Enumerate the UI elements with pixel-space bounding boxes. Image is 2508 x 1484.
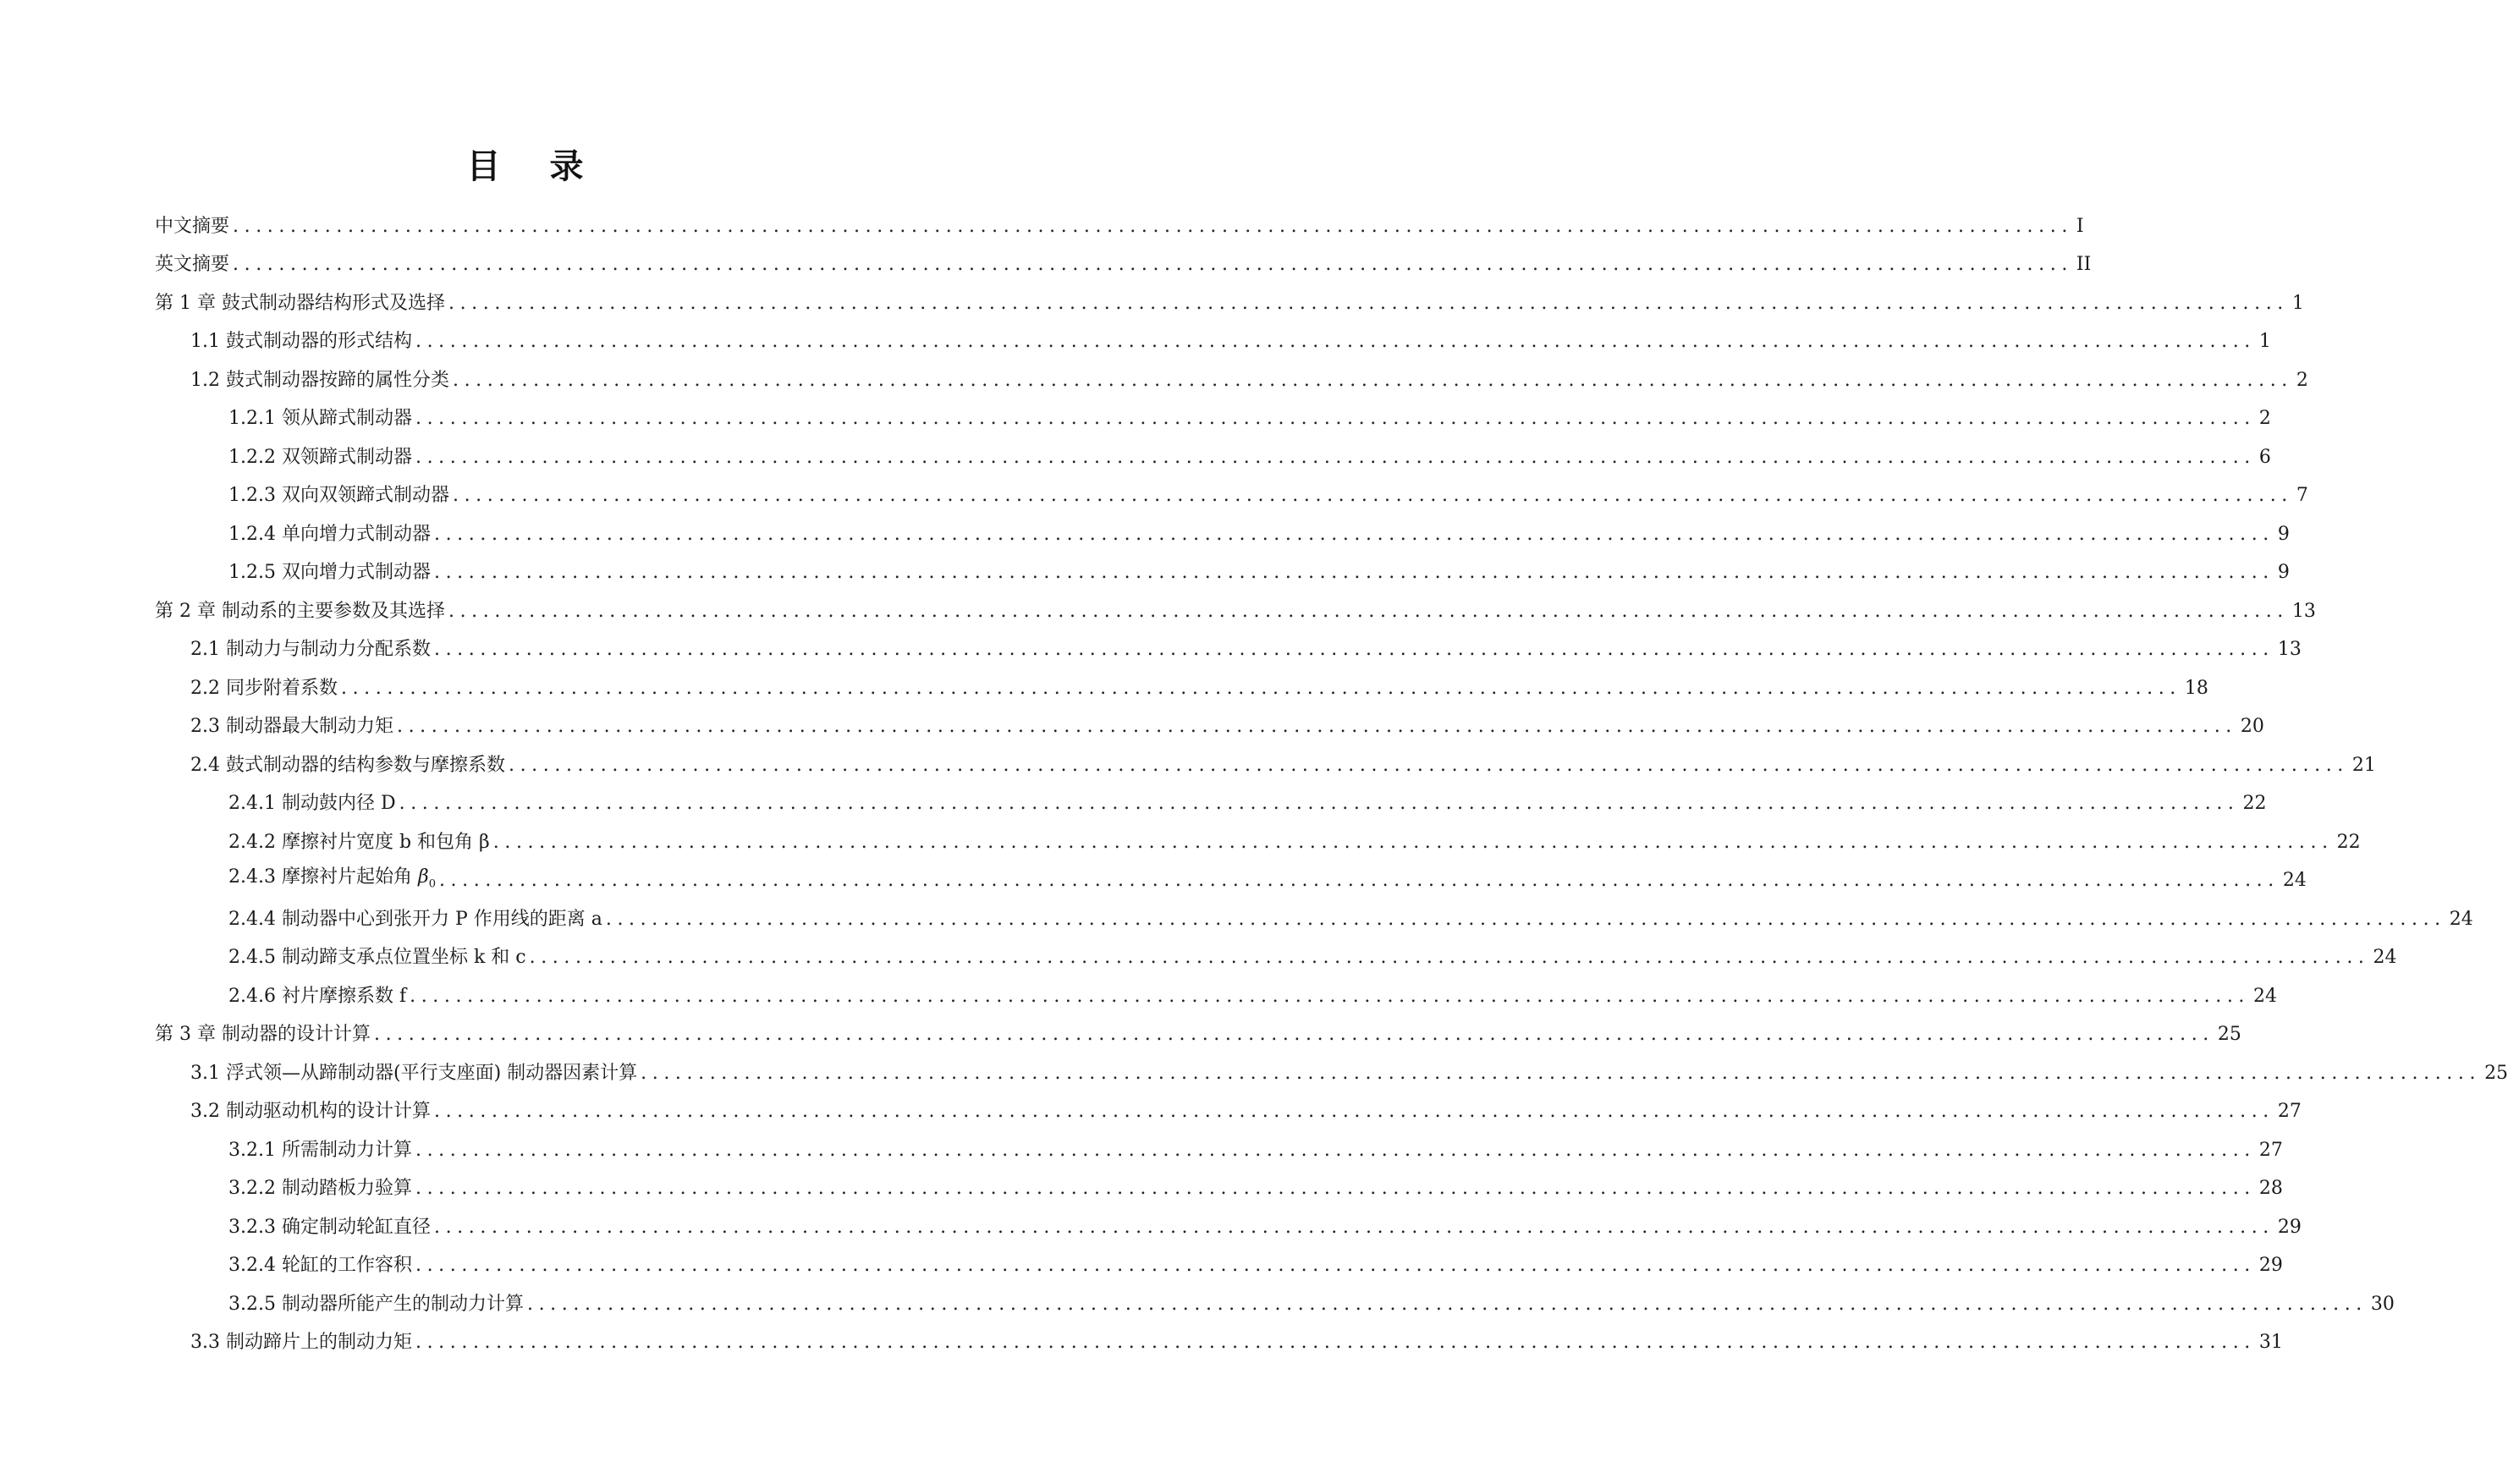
toc-entry-title: 3.1 浮式领—从蹄制动器(平行支座面) 制动器因素计算 bbox=[190, 1062, 638, 1084]
toc-page-number: 22 bbox=[2336, 831, 2361, 853]
toc-entry-title: 3.2.4 轮缸的工作容积 bbox=[228, 1255, 412, 1277]
toc-entry[interactable] bbox=[155, 400, 2271, 439]
toc-page-number: 1 bbox=[2258, 331, 2271, 353]
dot-leader: ................................................................................................................................................................ bbox=[415, 1255, 2256, 1277]
toc-entry[interactable] bbox=[155, 1324, 2283, 1363]
toc-page-number: 18 bbox=[2184, 677, 2208, 699]
toc-entry-title: 2.3 制动器最大制动力矩 bbox=[190, 716, 393, 738]
toc-page-number: II bbox=[2076, 254, 2092, 276]
toc-entry[interactable] bbox=[155, 592, 2316, 631]
toc-entry-title: 3.2.1 所需制动力计算 bbox=[228, 1139, 412, 1161]
toc-page-number: 24 bbox=[2449, 908, 2473, 930]
toc-page-number: I bbox=[2076, 215, 2084, 237]
toc-entry-title: 3.3 制动蹄片上的制动力矩 bbox=[190, 1332, 412, 1354]
dot-leader: ................................................................................................................................................................ bbox=[433, 523, 2274, 545]
toc-entry[interactable] bbox=[155, 1131, 2283, 1170]
toc-entry-title: 2.4.3 摩擦衬片起始角 $\beta_0$ bbox=[228, 866, 436, 891]
toc-entry[interactable] bbox=[155, 1208, 2302, 1247]
dot-leader: ................................................................................................................................................................ bbox=[433, 1101, 2274, 1123]
toc-entry[interactable] bbox=[155, 207, 2084, 246]
toc-page-number: 7 bbox=[2296, 485, 2308, 507]
dot-leader: ................................................................................................................................................................ bbox=[233, 215, 2073, 237]
toc-entry-title: 1.1 鼓式制动器的形式结构 bbox=[190, 331, 412, 353]
dot-leader: ................................................................................................................................................................ bbox=[492, 831, 2334, 853]
dot-leader: ................................................................................................................................................................ bbox=[433, 1216, 2274, 1238]
toc-page-number: 25 bbox=[2217, 1024, 2241, 1046]
dot-leader: ................................................................................................................................................................ bbox=[399, 793, 2240, 815]
toc-page-number: 2 bbox=[2258, 408, 2271, 430]
toc-entry-title: 2.4 鼓式制动器的结构参数与摩擦系数 bbox=[190, 754, 505, 776]
toc-page-number: 27 bbox=[2277, 1101, 2302, 1123]
toc-entry[interactable] bbox=[155, 554, 2290, 593]
toc-entry[interactable] bbox=[155, 669, 2208, 708]
dot-leader: ................................................................................................................................................................ bbox=[605, 908, 2446, 930]
toc-entry[interactable] bbox=[155, 900, 2473, 939]
toc-page-number: 29 bbox=[2258, 1255, 2283, 1277]
dot-leader: ................................................................................................................................................................ bbox=[529, 947, 2370, 969]
toc-entry[interactable] bbox=[155, 1093, 2302, 1132]
toc-entry-title: 2.4.4 制动器中心到张开力 P 作用线的距离 a bbox=[228, 908, 602, 930]
toc-entry-title: 1.2.5 双向增力式制动器 bbox=[228, 562, 431, 584]
toc-page-number: 24 bbox=[2373, 947, 2397, 969]
dot-leader: ................................................................................................................................................................ bbox=[433, 639, 2274, 661]
toc-entry-title: 2.4.1 制动鼓内径 D bbox=[228, 793, 396, 815]
toc-entry-title: 英文摘要 bbox=[155, 254, 230, 276]
toc-entry[interactable] bbox=[155, 1285, 2395, 1324]
toc-entry-title: 2.4.2 摩擦衬片宽度 b 和包角 β bbox=[228, 831, 490, 853]
dot-leader: ................................................................................................................................................................ bbox=[340, 677, 2181, 699]
toc-page-number: 30 bbox=[2370, 1293, 2395, 1315]
dot-leader: ................................................................................................................................................................ bbox=[641, 1062, 2482, 1084]
toc-entry-title: 第 3 章 制动器的设计计算 bbox=[155, 1024, 371, 1046]
toc-page-number: 29 bbox=[2277, 1216, 2302, 1238]
toc-entry[interactable] bbox=[155, 515, 2290, 554]
dot-leader: ................................................................................................................................................................ bbox=[448, 600, 2289, 622]
toc-entry[interactable] bbox=[155, 323, 2271, 362]
toc-page-number: 9 bbox=[2277, 523, 2290, 545]
toc-entry-title: 1.2.4 单向增力式制动器 bbox=[228, 523, 431, 545]
dot-leader: ................................................................................................................................................................ bbox=[448, 292, 2289, 314]
toc-page-number: 24 bbox=[2282, 870, 2307, 892]
toc-entry[interactable] bbox=[155, 438, 2271, 477]
beta-zero-symbol: $\beta_0$ bbox=[417, 866, 436, 891]
dot-leader: ................................................................................................................................................................ bbox=[415, 331, 2256, 353]
toc-page-number: 1 bbox=[2291, 292, 2304, 314]
toc-entry-title: 1.2.1 领从蹄式制动器 bbox=[228, 408, 412, 430]
toc-page-number: 13 bbox=[2291, 600, 2316, 622]
toc-entry[interactable] bbox=[155, 284, 2304, 323]
toc-entry[interactable] bbox=[155, 1247, 2283, 1286]
dot-leader: ................................................................................................................................................................ bbox=[452, 485, 2293, 507]
dot-leader: ................................................................................................................................................................ bbox=[526, 1293, 2368, 1315]
toc-entry-title: 2.4.5 制动蹄支承点位置坐标 k 和 c bbox=[228, 947, 526, 969]
toc-entry-title: 3.2.2 制动踏板力验算 bbox=[228, 1178, 412, 1200]
toc-page-number: 27 bbox=[2258, 1139, 2283, 1161]
toc-entry[interactable] bbox=[155, 1054, 2508, 1093]
toc-entry-title: 1.2 鼓式制动器按蹄的属性分类 bbox=[190, 369, 449, 391]
toc-entry[interactable] bbox=[155, 1170, 2283, 1209]
dot-leader: ................................................................................................................................................................ bbox=[396, 716, 2237, 738]
toc-entry[interactable] bbox=[155, 361, 2308, 400]
toc-entry-title: 1.2.2 双领蹄式制动器 bbox=[228, 446, 412, 468]
dot-leader: ................................................................................................................................................................ bbox=[415, 1139, 2256, 1161]
toc-entry-title: 3.2.3 确定制动轮缸直径 bbox=[228, 1216, 431, 1238]
toc-entry-title: 3.2 制动驱动机构的设计计算 bbox=[190, 1101, 431, 1123]
toc-entry-title: 3.2.5 制动器所能产生的制动力计算 bbox=[228, 1293, 524, 1315]
toc-entry[interactable] bbox=[155, 1016, 2241, 1055]
toc-page-number: 20 bbox=[2240, 716, 2264, 738]
dot-leader: ................................................................................................................................................................ bbox=[452, 369, 2293, 391]
toc-entry[interactable] bbox=[155, 746, 2376, 785]
dot-leader: ................................................................................................................................................................ bbox=[433, 562, 2274, 584]
toc-page-number: 22 bbox=[2242, 793, 2267, 815]
toc-entry[interactable] bbox=[155, 246, 2092, 285]
toc-page-number: 6 bbox=[2258, 446, 2271, 468]
toc-entry-title: 2.1 制动力与制动力分配系数 bbox=[190, 639, 431, 661]
toc-page-number: 28 bbox=[2258, 1178, 2283, 1200]
toc-entry-title: 第 1 章 鼓式制动器结构形式及选择 bbox=[155, 292, 445, 314]
toc-entry[interactable] bbox=[155, 631, 2302, 670]
toc-entry-title: 2.4.6 衬片摩擦系数 f bbox=[228, 985, 407, 1007]
toc-page-number: 2 bbox=[2296, 369, 2308, 391]
toc-page-number: 13 bbox=[2277, 639, 2302, 661]
dot-leader: ................................................................................................................................................................ bbox=[415, 408, 2256, 430]
toc-entry[interactable] bbox=[155, 862, 2307, 901]
dot-leader: ................................................................................................................................................................ bbox=[373, 1024, 2214, 1046]
toc-entry[interactable] bbox=[155, 823, 2361, 862]
toc-page-number: 31 bbox=[2258, 1332, 2283, 1354]
toc-entry[interactable] bbox=[155, 785, 2267, 824]
toc-entry-title: 中文摘要 bbox=[155, 215, 230, 237]
toc-entry-title: 2.2 同步附着系数 bbox=[190, 677, 338, 699]
toc-page-number: 21 bbox=[2351, 754, 2376, 776]
toc-entry-title: 第 2 章 制动系的主要参数及其选择 bbox=[155, 600, 445, 622]
toc-page-number: 24 bbox=[2253, 985, 2278, 1007]
page-title: 目 录 bbox=[466, 146, 602, 186]
dot-leader: ................................................................................................................................................................ bbox=[438, 870, 2280, 892]
dot-leader: ................................................................................................................................................................ bbox=[415, 1332, 2256, 1354]
dot-leader: ................................................................................................................................................................ bbox=[508, 754, 2349, 776]
toc-entry-title: 1.2.3 双向双领蹄式制动器 bbox=[228, 485, 449, 507]
toc-entry[interactable] bbox=[155, 977, 2278, 1016]
toc-entry[interactable] bbox=[155, 708, 2264, 747]
toc-entry[interactable] bbox=[155, 939, 2397, 978]
dot-leader: ................................................................................................................................................................ bbox=[410, 985, 2251, 1007]
dot-leader: ................................................................................................................................................................ bbox=[233, 254, 2073, 276]
toc-entry[interactable] bbox=[155, 477, 2308, 516]
dot-leader: ................................................................................................................................................................ bbox=[415, 446, 2256, 468]
toc-page-number: 9 bbox=[2277, 562, 2290, 584]
toc-page-number: 25 bbox=[2484, 1062, 2508, 1084]
dot-leader: ................................................................................................................................................................ bbox=[415, 1178, 2256, 1200]
table-of-contents bbox=[155, 207, 2508, 1362]
